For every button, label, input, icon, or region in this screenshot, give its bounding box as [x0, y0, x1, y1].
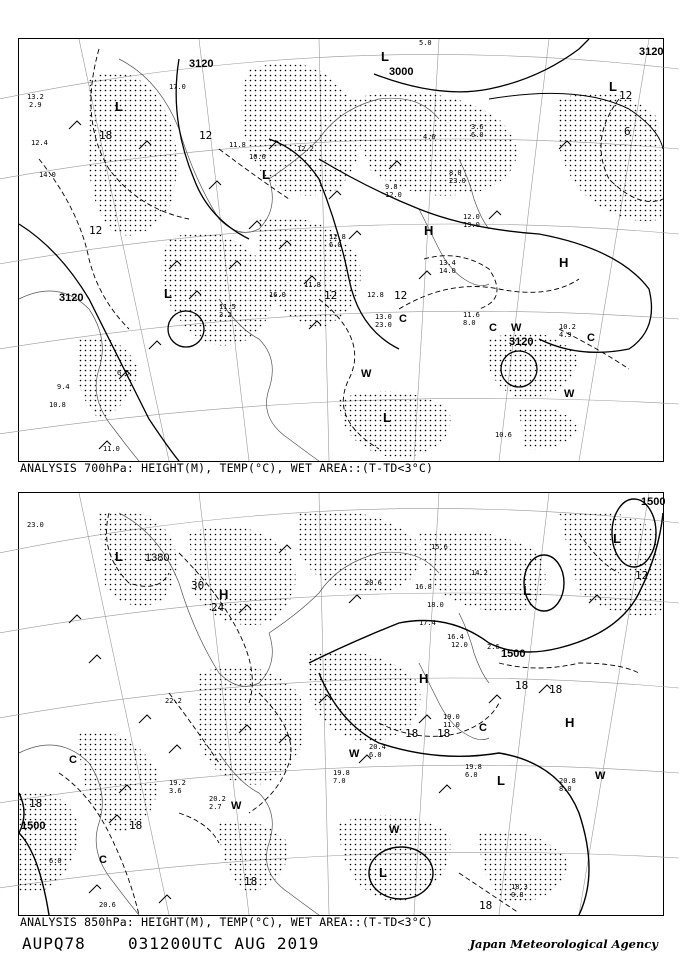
station-value: 18.3 — [511, 883, 528, 891]
high-center: H — [424, 223, 434, 238]
low-center: L — [379, 865, 387, 880]
station-value: 14.0 — [39, 171, 56, 179]
wet-areas — [19, 511, 663, 904]
high-center: H — [219, 587, 229, 602]
station-value: 23.0 — [449, 177, 466, 185]
station-value: 8.0 — [449, 169, 462, 177]
low-center: L — [497, 773, 505, 788]
station-value: 17.4 — [419, 619, 436, 627]
contour-label: 3120 — [189, 58, 214, 70]
isotherm-label: 18 — [99, 129, 113, 142]
high-center: H — [559, 255, 569, 270]
low-center: L — [115, 549, 123, 564]
cold-center: C — [479, 722, 487, 734]
low-center: L — [164, 286, 172, 301]
caption-850hpa: ANALYSIS 850hPa: HEIGHT(M), TEMP(°C), WET AREA::(T-TD<3°C) — [20, 915, 434, 929]
station-value: 12.8 — [367, 291, 384, 299]
isotherm-label: 12 — [89, 224, 103, 237]
station-value: 10.6 — [249, 153, 266, 161]
low-center: L — [609, 79, 617, 94]
station-value: 3.2 — [219, 311, 232, 319]
warm-center: W — [389, 824, 400, 836]
isotherm-label: 18 — [549, 683, 563, 696]
station-value: 9.8 — [385, 183, 398, 191]
warm-center: W — [349, 748, 360, 760]
cold-center: C — [489, 322, 497, 334]
station-value: 2.7 — [209, 803, 222, 811]
cold-center: C — [399, 313, 407, 325]
station-value: 2.9 — [29, 101, 42, 109]
station-value: 17.0 — [169, 83, 186, 91]
station-value: 3.6 — [169, 787, 182, 795]
station-value: 20.6 — [99, 901, 116, 909]
station-value: 11.5 — [219, 303, 236, 311]
warm-center: W — [511, 322, 522, 334]
caption-700hpa: ANALYSIS 700hPa: HEIGHT(M), TEMP(°C), WET AREA::(T-TD<3°C) — [20, 461, 434, 475]
low-center: L — [383, 410, 391, 425]
analysis-time: 031200UTC AUG 2019 — [128, 934, 320, 953]
contour-label: 3120 — [509, 336, 534, 348]
contour-label: 1500 — [501, 648, 526, 660]
station-value: 8.0 — [559, 785, 572, 793]
isotherm-label: 12 — [199, 129, 213, 142]
cold-center: C — [69, 754, 77, 766]
low-center: L — [262, 167, 270, 182]
station-value: 16.0 — [269, 291, 286, 299]
station-value: 14.2 — [471, 569, 488, 577]
isotherm-label: 12 — [394, 289, 408, 302]
station-value: 6.0 — [49, 857, 62, 865]
isotherm-label: 12 — [324, 289, 338, 302]
station-value: 23.0 — [375, 321, 392, 329]
station-value: 13.0 — [375, 313, 392, 321]
station-value: 12.2 — [297, 145, 314, 153]
high-center: H — [565, 715, 575, 730]
station-value: 19.2 — [169, 779, 186, 787]
isotherm-label: 24 — [211, 601, 225, 614]
station-value: 11.0 — [103, 445, 120, 453]
station-value: 12.0 — [385, 191, 402, 199]
station-value: 14.0 — [439, 267, 456, 275]
low-center: L — [523, 583, 531, 598]
station-value: 13.2 — [27, 93, 44, 101]
map-panel-850hpa — [18, 492, 664, 916]
station-value: 20.2 — [209, 795, 226, 803]
station-value: 0.8 — [511, 891, 524, 899]
contour-label: 1500 — [21, 820, 46, 832]
isotherm-label: 12 — [619, 89, 633, 102]
station-value: 16.4 — [447, 633, 464, 641]
station-value: 13.4 — [439, 259, 456, 267]
map-700hpa-svg — [19, 39, 663, 461]
contour-label: 3120 — [639, 46, 664, 58]
isotherm-label: 18 — [244, 875, 258, 888]
map-850hpa-svg — [19, 493, 666, 915]
isotherm-label: 18 — [129, 819, 143, 832]
station-value: 12.0 — [451, 641, 468, 649]
contour-label: 1500 — [641, 496, 666, 508]
station-value: 11.0 — [443, 721, 460, 729]
station-value: 15.6 — [431, 543, 448, 551]
contour-label: 1380 — [145, 552, 170, 564]
station-value: 3.6 — [471, 123, 484, 131]
station-value: 5.0 — [419, 39, 432, 47]
high-center: H — [419, 671, 429, 686]
station-value: 12.4 — [31, 139, 48, 147]
station-value: 10.2 — [559, 323, 576, 331]
station-value: 2.6 — [487, 643, 500, 651]
station-value: 20.6 — [365, 579, 382, 587]
station-value: 7.0 — [333, 777, 346, 785]
station-value: 20.4 — [369, 743, 386, 751]
map-panel-700hpa — [18, 38, 664, 462]
low-center: L — [115, 99, 123, 114]
station-value: 6.0 — [369, 751, 382, 759]
station-value: 9.4 — [57, 383, 70, 391]
station-value: 10.8 — [49, 401, 66, 409]
isotherm-label: 18 — [515, 679, 529, 692]
station-value: 11.6 — [463, 311, 480, 319]
station-value: 6.5 — [117, 369, 130, 377]
isotherm-label: 6 — [624, 125, 631, 138]
isotherm-label: 18 — [479, 899, 493, 912]
station-value: 4.6 — [423, 133, 436, 141]
station-value: 18.0 — [427, 601, 444, 609]
station-value: 6.0 — [465, 771, 478, 779]
warm-center: W — [361, 368, 372, 380]
isotherm-label: 18 — [405, 727, 419, 740]
warm-center: W — [564, 388, 575, 400]
warm-center: W — [595, 770, 606, 782]
isotherm-label: 18 — [437, 727, 451, 740]
station-value: 8.0 — [463, 319, 476, 327]
cold-center: C — [587, 332, 595, 344]
station-value: 22.2 — [165, 697, 182, 705]
station-value: 12.8 — [329, 233, 346, 241]
station-value: 6.0 — [471, 131, 484, 139]
station-value: 20.8 — [559, 777, 576, 785]
station-value: 19.8 — [465, 763, 482, 771]
station-value: 11.8 — [304, 281, 321, 289]
station-value: 4.9 — [559, 331, 572, 339]
isotherm-label: 18 — [29, 797, 43, 810]
station-value: 6.0 — [329, 241, 342, 249]
station-value: 16.8 — [415, 583, 432, 591]
warm-center: W — [231, 800, 242, 812]
contour-label: 3120 — [59, 292, 84, 304]
station-value: 23.0 — [27, 521, 44, 529]
chart-code: AUPQ78 — [22, 934, 86, 953]
station-value: 19.0 — [463, 221, 480, 229]
isotherm-label: 12 — [635, 569, 649, 582]
low-center: L — [613, 531, 621, 546]
agency-name: Japan Meteorological Agency — [469, 937, 658, 951]
contour-label: 3000 — [389, 66, 414, 78]
isotherm-label: 30 — [191, 579, 205, 592]
cold-center: C — [99, 854, 107, 866]
low-center: L — [381, 49, 389, 64]
station-value: 11.8 — [229, 141, 246, 149]
station-value: 19.8 — [333, 769, 350, 777]
station-value: 10.6 — [495, 431, 512, 439]
station-value: 19.0 — [443, 713, 460, 721]
station-value: 12.0 — [463, 213, 480, 221]
